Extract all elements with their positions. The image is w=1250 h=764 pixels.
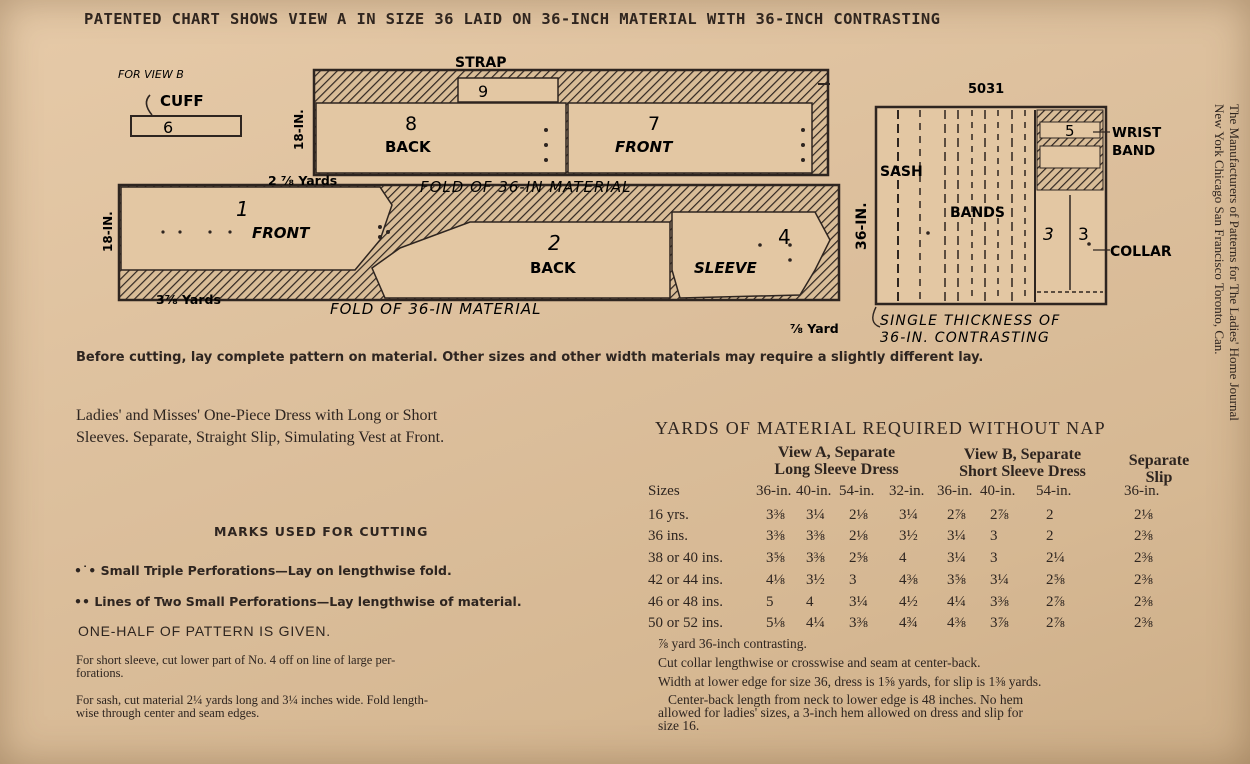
band-label: BAND bbox=[1112, 143, 1156, 159]
footnote-length-line3: size 16. bbox=[658, 718, 700, 733]
table-cell: 2⅞ bbox=[947, 507, 966, 523]
piece-7-label: FRONT bbox=[615, 138, 673, 156]
piece-1-number: 1 bbox=[236, 197, 249, 221]
table-header-width: 36-in. bbox=[1124, 483, 1160, 499]
table-cell: 3⅜ bbox=[849, 615, 868, 631]
table-cell: 4 bbox=[899, 550, 907, 566]
dress-description bbox=[76, 405, 444, 449]
yards-bottom: 3⅞ Yards bbox=[156, 292, 221, 307]
fold-bottom: FOLD OF 36-IN MATERIAL bbox=[330, 300, 542, 318]
table-cell: 4⅛ bbox=[766, 572, 785, 588]
table-cell: 3 bbox=[990, 528, 998, 544]
table-cell: 3¼ bbox=[947, 550, 966, 566]
cuff-number: 6 bbox=[163, 118, 174, 137]
table-cell: 3½ bbox=[899, 528, 918, 544]
group-view-b-line2: Short Sleeve Dress bbox=[959, 463, 1086, 480]
strap-label: STRAP bbox=[455, 55, 507, 71]
table-cell: 3⅜ bbox=[766, 507, 785, 523]
table-cell: 2 bbox=[1046, 528, 1054, 544]
short-sleeve-note bbox=[76, 654, 395, 680]
group-view-b bbox=[935, 446, 1110, 480]
collar-number-b: 3 bbox=[1078, 225, 1089, 245]
table-cell: 3¼ bbox=[990, 572, 1009, 588]
table-cell: 2⅞ bbox=[1046, 594, 1065, 610]
marks-title: MARKS USED FOR CUTTING bbox=[214, 524, 429, 539]
single-thickness-1: SINGLE THICKNESS OF bbox=[880, 313, 1061, 329]
table-cell: 2¼ bbox=[1046, 550, 1065, 566]
bands-label: BANDS bbox=[950, 205, 1005, 221]
before-cutting-note: Before cutting, lay complete pattern on material. Other sizes and other width materials may require a slightly different lay. bbox=[76, 350, 984, 365]
table-row-size: 50 or 52 ins. bbox=[648, 615, 723, 631]
table-cell: 2⅜ bbox=[1134, 594, 1153, 610]
table-cell: 3⅝ bbox=[947, 572, 966, 588]
table-cell: 3⅜ bbox=[990, 594, 1009, 610]
piece-8-number: 8 bbox=[405, 113, 418, 135]
table-cell: 3¼ bbox=[806, 507, 825, 523]
piece-1-label: FRONT bbox=[252, 224, 310, 242]
footnote-length-line1: Center-back length from neck to lower edge is 48 inches. No hem bbox=[668, 692, 1024, 707]
wrist-label: WRIST bbox=[1112, 125, 1162, 141]
table-cell: 2⅛ bbox=[849, 507, 868, 523]
footnote-width: Width at lower edge for size 36, dress is 1⅝ yards, for slip is 1⅜ yards. bbox=[658, 674, 1042, 689]
table-row-size: 42 or 44 ins. bbox=[648, 572, 723, 588]
group-slip-line2: Slip bbox=[1145, 469, 1173, 486]
table-cell: 3⅞ bbox=[990, 615, 1009, 631]
table-cell: 4¾ bbox=[899, 615, 918, 631]
publisher-line: The Manufacturers of Patterns for The Ladies' Home Journal bbox=[1227, 104, 1242, 421]
piece-2-number: 2 bbox=[548, 231, 561, 255]
table-cell: 4⅜ bbox=[947, 615, 966, 631]
table-cell: 4¼ bbox=[947, 594, 966, 610]
dim-18-bottom: 18-IN. bbox=[101, 211, 115, 252]
table-cell: 4 bbox=[806, 594, 814, 610]
table-cell: 3⅜ bbox=[806, 550, 825, 566]
table-cell: 2⅞ bbox=[990, 507, 1009, 523]
footnote-length-line2: allowed for ladies' sizes, a 3-inch hem allowed on dress and slip for bbox=[658, 705, 1023, 720]
table-cell: 3⅜ bbox=[766, 528, 785, 544]
group-view-b-line1: View B, Separate bbox=[963, 446, 1082, 463]
table-cell: 2⅝ bbox=[849, 550, 868, 566]
mark-triple-perforations bbox=[74, 563, 452, 578]
group-slip-line1: Separate bbox=[1128, 452, 1190, 469]
sash-note-line1: For sash, cut material 2¼ yards long and 3¼ inches wide. Fold length- bbox=[76, 693, 429, 707]
collar-label: COLLAR bbox=[1110, 244, 1172, 260]
sash-label: SASH bbox=[880, 164, 923, 180]
collar-number-a: 3 bbox=[1043, 225, 1054, 245]
table-row-size: 38 or 40 ins. bbox=[648, 550, 723, 566]
header-title: PATENTED CHART SHOWS VIEW A IN SIZE 36 LAID ON 36-INCH MATERIAL WITH 36-INCH CONTRASTING bbox=[84, 10, 941, 28]
table-cell: 2⅛ bbox=[849, 528, 868, 544]
table-cell: 3⅜ bbox=[806, 528, 825, 544]
for-view-b-label: FOR VIEW B bbox=[118, 68, 184, 81]
table-header-width: 32-in. bbox=[889, 483, 925, 499]
table-cell: 3¼ bbox=[947, 528, 966, 544]
table-cell: 2⅛ bbox=[1134, 507, 1153, 523]
bottom-material-layout bbox=[119, 185, 839, 300]
piece-2-label: BACK bbox=[530, 259, 576, 277]
sash-note bbox=[76, 694, 428, 720]
publisher-sidebar bbox=[1212, 104, 1242, 724]
mark-two-text: Lines of Two Small Perforations—Lay lengthwise of material. bbox=[94, 594, 522, 609]
table-cell: 2⅜ bbox=[1134, 550, 1153, 566]
group-slip bbox=[1116, 452, 1202, 486]
table-cell: 2⅝ bbox=[1046, 572, 1065, 588]
table-header-width: 40-in. bbox=[980, 483, 1016, 499]
table-row-size: 46 or 48 ins. bbox=[648, 594, 723, 610]
table-cell: 2⅜ bbox=[1134, 528, 1153, 544]
triple-dot-icon: •˙• bbox=[74, 563, 97, 578]
table-header-width: 40-in. bbox=[796, 483, 832, 499]
piece-4-label: SLEEVE bbox=[694, 259, 757, 277]
yardage-table-title: YARDS OF MATERIAL REQUIRED WITHOUT NAP bbox=[655, 418, 1106, 438]
table-header-width: 54-in. bbox=[1036, 483, 1072, 499]
table-cell: 2⅜ bbox=[1134, 572, 1153, 588]
double-dot-icon: •• bbox=[74, 594, 90, 609]
table-cell: 2⅞ bbox=[1046, 615, 1065, 631]
half-pattern-note: ONE-HALF OF PATTERN IS GIVEN. bbox=[78, 623, 331, 639]
pattern-number: 5031 bbox=[968, 82, 1005, 97]
footnote-length bbox=[658, 692, 1024, 733]
piece-4-number: 4 bbox=[778, 225, 791, 249]
table-cell: 3½ bbox=[806, 572, 825, 588]
table-cell: 3 bbox=[990, 550, 998, 566]
cuff-label: CUFF bbox=[160, 92, 204, 110]
wrist-number: 5 bbox=[1065, 122, 1075, 140]
table-cell: 3¼ bbox=[899, 507, 918, 523]
table-header-width: 54-in. bbox=[839, 483, 875, 499]
table-cell: 4¼ bbox=[806, 615, 825, 631]
table-cell: 5⅛ bbox=[766, 615, 785, 631]
table-cell: 3¼ bbox=[849, 594, 868, 610]
table-header-sizes: Sizes bbox=[648, 483, 680, 499]
table-cell: 2 bbox=[1046, 507, 1054, 523]
fold-top: FOLD OF 36-IN MATERIAL bbox=[420, 178, 632, 196]
piece-8-label: BACK bbox=[385, 138, 431, 156]
mark-two-perforations bbox=[74, 594, 522, 609]
yard-contrast: ⅞ Yard bbox=[790, 321, 839, 336]
group-view-a bbox=[754, 444, 919, 478]
table-row-size: 36 ins. bbox=[648, 528, 689, 544]
top-material-layout bbox=[314, 70, 830, 175]
yards-top: 2 ⅞ Yards bbox=[268, 173, 338, 188]
dim-36: 36-IN. bbox=[854, 202, 870, 250]
table-cell: 5 bbox=[766, 594, 774, 610]
short-sleeve-line1: For short sleeve, cut lower part of No. 4 off on line of large per- bbox=[76, 653, 396, 667]
table-cell: 2⅜ bbox=[1134, 615, 1153, 631]
group-view-a-line2: Long Sleeve Dress bbox=[774, 461, 899, 478]
strap-number: 9 bbox=[478, 82, 489, 101]
short-sleeve-line2: forations. bbox=[76, 666, 124, 680]
footnote-contrasting: ⅞ yard 36-inch contrasting. bbox=[658, 636, 807, 651]
piece-7-number: 7 bbox=[648, 113, 661, 135]
table-cell: 3 bbox=[849, 572, 857, 588]
mark-triple-text: Small Triple Perforations—Lay on lengthwise fold. bbox=[100, 563, 452, 578]
group-view-a-line1: View A, Separate bbox=[777, 444, 896, 461]
dress-description-line2: Sleeves. Separate, Straight Slip, Simulating Vest at Front. bbox=[76, 429, 445, 446]
dress-description-line1: Ladies' and Misses' One-Piece Dress with Long or Short bbox=[76, 407, 438, 424]
table-header-width: 36-in. bbox=[756, 483, 792, 499]
single-thickness-2: 36-IN. CONTRASTING bbox=[880, 330, 1050, 346]
publisher-cities: New York Chicago San Francisco Toronto, Can. bbox=[1212, 104, 1227, 355]
table-cell: 4½ bbox=[899, 594, 918, 610]
dim-18-top: 18-IN. bbox=[292, 109, 306, 150]
table-cell: 4⅜ bbox=[899, 572, 918, 588]
table-cell: 3⅝ bbox=[766, 550, 785, 566]
sash-note-line2: wise through center and seam edges. bbox=[76, 706, 260, 720]
footnote-collar: Cut collar lengthwise or crosswise and seam at center-back. bbox=[658, 655, 981, 670]
table-row-size: 16 yrs. bbox=[648, 507, 689, 523]
table-header-width: 36-in. bbox=[937, 483, 973, 499]
